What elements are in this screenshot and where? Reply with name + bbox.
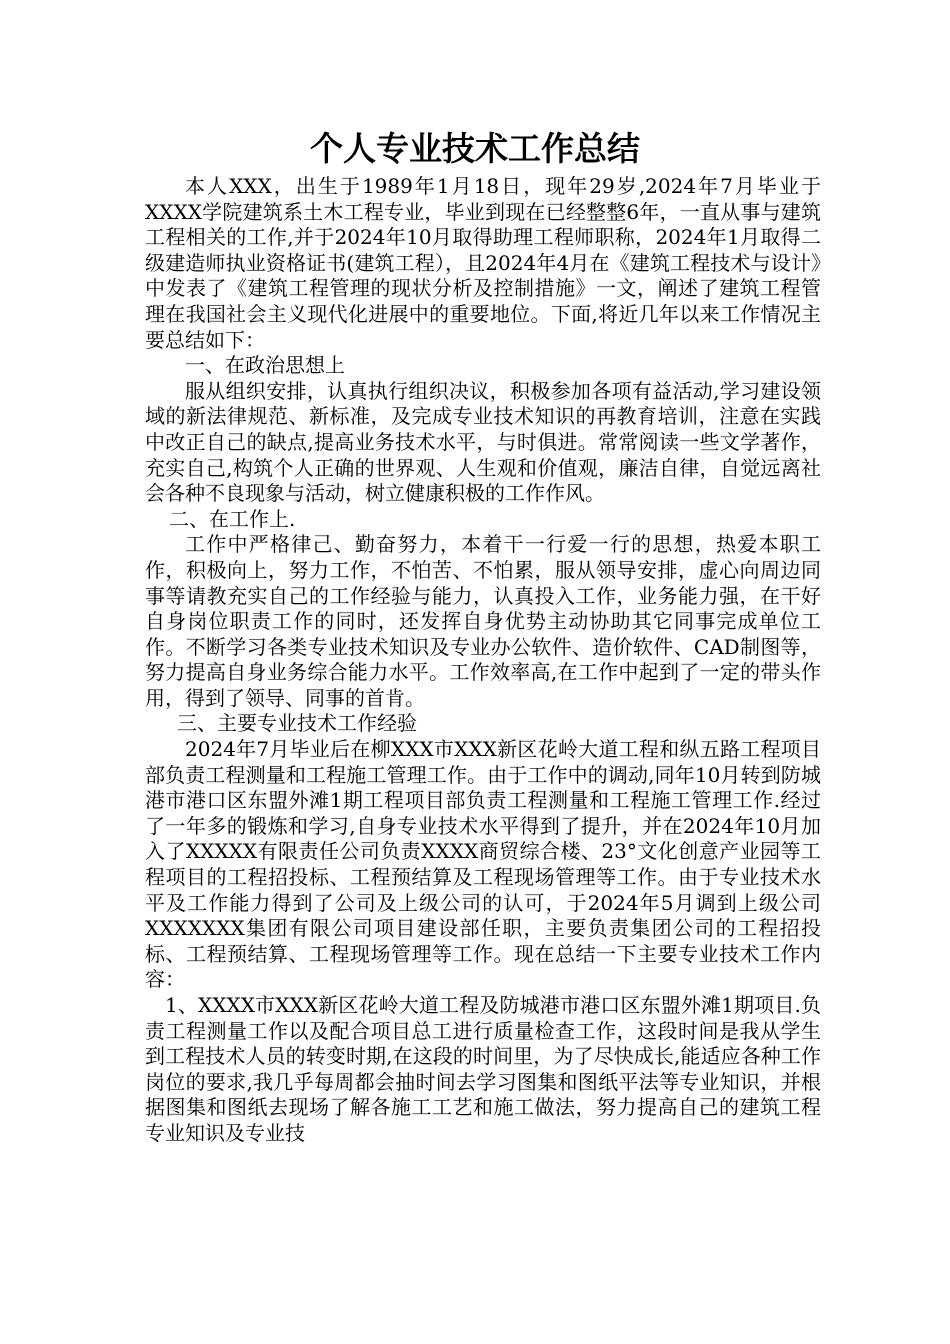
paragraph-work: 工作中严格律己、勤奋努力，本着干一行爱一行的思想，热爱本职工作，积极向上，努力工作，不怕苦、不怕累，服从领导安排，虚心向周边同事等请教充实自己的工作经验与能力，认真投入工作，业务能力强，在干好自身岗位职责工作的同时，还发挥自身优势主动协助其它同事完成单位工作。不断学习各类专业技术知识及专业办公软件、造价软件、CAD制图等，努力提高自身业务综合能力水平。工作效率高,在工作中起到了一定的带头作用，得到了领导、同事的首肯。 bbox=[145, 532, 821, 710]
paragraph-intro: 本人XXX，出生于1989年1月18日，现年29岁,2024年7月毕业于XXXX学院建筑系土木工程专业，毕业到现在已经整整6年，一直从事与建筑工程相关的工作,并于2024年10月取得助理工程师职称，2024年1月取得二级建造师执业资格证书(建筑工程），且2024年4月在《建筑工程技术与设计》中发表了《建筑工程管理的现状分析及控制措施》一文，阐述了建筑工程管理在我国社会主义现代化进展中的重要地位。下面,将近几年以来工作情况主要总结如下： bbox=[145, 174, 821, 352]
paragraph-item-1: 1、XXXX市XXX新区花岭大道工程及防城港市港口区东盟外滩1期项目.负责工程测量工作以及配合项目总工进行质量检查工作，这段时间是我从学生到工程技术人员的转变时期,在这段的时间里，为了尽快成长,能适应各种工作岗位的要求,我几乎每周都会抽时间去学习图集和图纸平法等专业知识，并根据图集和图纸去现场了解各施工工艺和施工做法，努力提高自己的建筑工程专业知识及专业技 bbox=[145, 993, 821, 1145]
section-heading-politics: 一、在政治思想上 bbox=[185, 353, 345, 378]
paragraph-politics: 服从组织安排，认真执行组织决议，积极参加各项有益活动,学习建设领域的新法律规范、新标准，及完成专业技术知识的再教育培训，注意在实践中改正自己的缺点,提高业务技术水平，与时俱进。常常阅读一些文学著作，充实自己,构筑个人正确的世界观、人生观和价值观，廉洁自律，自觉远离社会各种不良现象与活动，树立健康积极的工作作风。 bbox=[145, 378, 821, 506]
document-title: 个人专业技术工作总结 bbox=[310, 129, 640, 168]
section-heading-experience: 三、主要专业技术工作经验 bbox=[177, 711, 417, 736]
document-body bbox=[145, 174, 821, 1147]
section-heading-work: 二、在工作上. bbox=[169, 506, 296, 531]
paragraph-experience: 2024年7月毕业后在柳XXX市XXX新区花岭大道工程和纵五路工程项目部负责工程测量和工程施工管理工作。由于工作中的调动,同年10月转到防城港市港口区东盟外滩1期工程项目部负责工程测量和工程施工管理工作.经过了一年多的锻炼和学习,自身专业技术水平得到了提升，并在2024年10月加入了XXXXX有限责任公司负责XXXX商贸综合楼、23°文化创意产业园等工程项目的工程招投标、工程预结算及工程现场管理等工作。由于专业技术水平及工作能力得到了公司及上级公司的认可，于2024年5月调到上级公司XXXXXXX集团有限公司项目建设部任职，主要负责集团公司的工程招投标、工程预结算、工程现场管理等工作。现在总结一下主要专业技术工作内容： bbox=[145, 737, 821, 992]
